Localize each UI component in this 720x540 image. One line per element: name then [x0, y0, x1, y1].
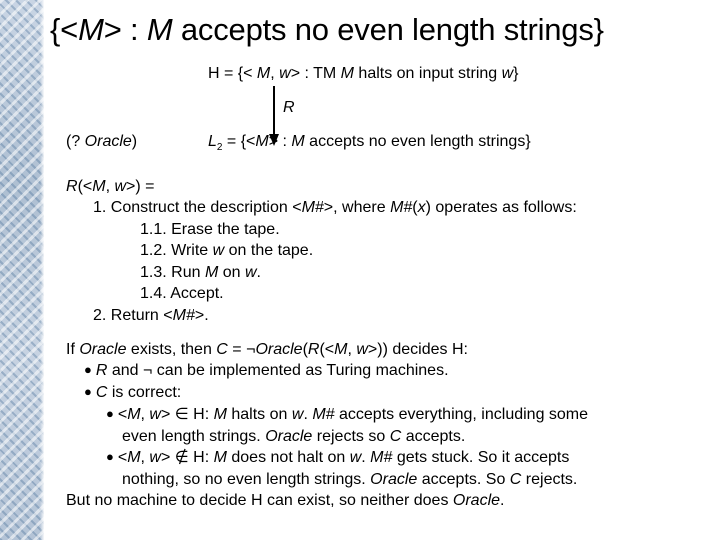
- step-1-3: 1.3. Run M on w.: [140, 264, 261, 281]
- case-in-h-continued: even length strings. Oracle rejects so C accepts.: [122, 428, 466, 445]
- case-not-in-h-continued: nothing, so no even length strings. Oracle accepts. So C rejects.: [122, 471, 578, 488]
- language-h-definition: H = {< M, w> : TM M halts on input string w}: [208, 65, 519, 82]
- bullet-c-correct: ● C is correct:: [84, 384, 182, 401]
- decorative-side-strip: [0, 0, 44, 540]
- step-2: 2. Return <M#>.: [93, 307, 209, 324]
- reduction-definition: R(<M, w>) =: [66, 178, 155, 195]
- oracle-label: (? Oracle): [66, 133, 138, 150]
- step-1: 1. Construct the description <M#>, where M#(x) operates as follows:: [93, 199, 577, 216]
- step-1-4: 1.4. Accept.: [140, 285, 224, 302]
- oracle-conclusion: If Oracle exists, then C = ¬Oracle(R(<M, w>)) decides H:: [66, 341, 468, 358]
- language-l2-definition: $L_2 = \{<M>$ : M accepts no even length strings}: [208, 133, 531, 153]
- final-conclusion: But no machine to decide H can exist, so neither does Oracle.: [66, 492, 505, 509]
- step-1-2: 1.2. Write w on the tape.: [140, 242, 314, 259]
- bullet-r-implementable: ● R and ¬ can be implemented as Turing machines.: [84, 362, 449, 379]
- step-1-1: 1.1. Erase the tape.: [140, 221, 280, 238]
- case-not-in-h: ● <M, w> ∉ H: M does not halt on w. M# gets stuck. So it accepts: [106, 449, 570, 466]
- reduction-label: R: [283, 99, 295, 116]
- slide-title: {<M> : M accepts no even length strings}: [50, 12, 604, 47]
- case-in-h: ● <M, w> ∈ H: M halts on w. M# accepts everything, including some: [106, 406, 589, 423]
